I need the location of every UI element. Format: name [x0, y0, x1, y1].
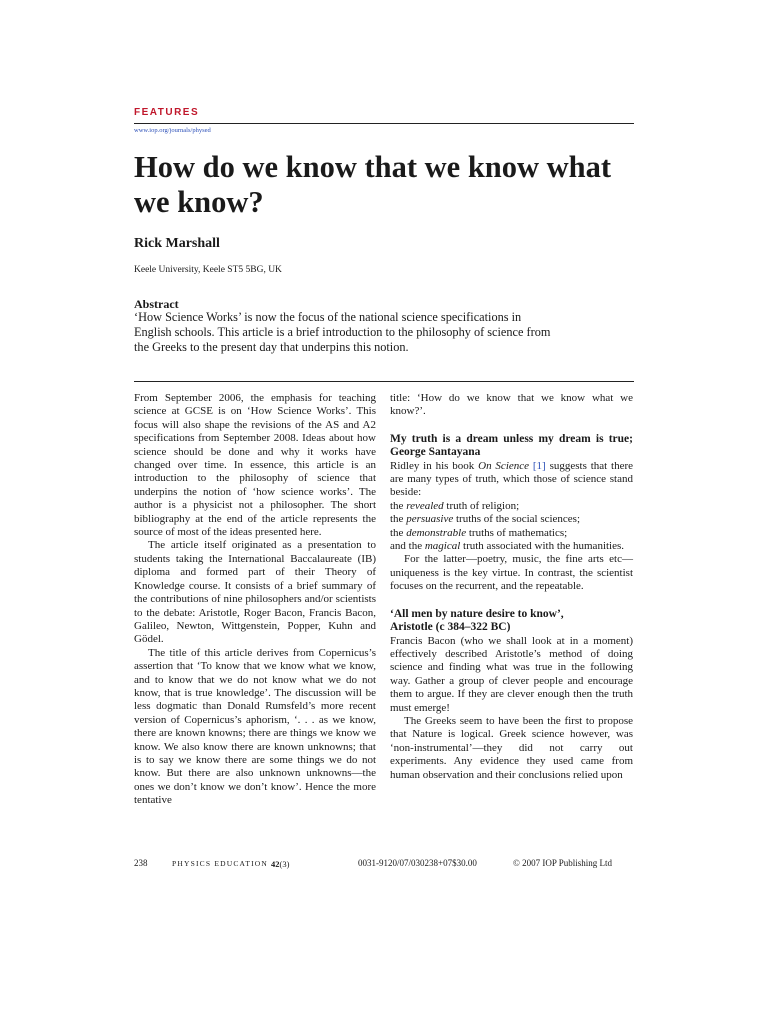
list-item — [390, 540, 633, 553]
body-paragraph: The Greeks seem to have been the first to propose that Nature is logical. Greek science however, was ‘non-instrumental’—they did not carry out experiments. Any evidence they used came from human observation and their conclusions relied upon — [390, 714, 633, 781]
section-label: FEATURES — [134, 107, 200, 118]
abstract-text: ‘How Science Works’ is now the focus of the national science specifications in English schools. This article is a brief introduction to the philosophy of science from the Greeks to the present day that underpins this notion. — [134, 310, 551, 354]
text-run: the — [390, 499, 404, 512]
emphasis: persuasive — [406, 513, 454, 526]
body-paragraph: title: ‘How do we know that we know what we know?’. — [390, 392, 633, 418]
emphasis: magical — [424, 540, 461, 553]
issue-number: (3) — [279, 859, 290, 869]
abstract-heading: Abstract — [134, 297, 179, 311]
journal-url-link[interactable]: www.iop.org/journals/physed — [134, 127, 211, 134]
reference-link[interactable]: [1] — [532, 459, 546, 472]
body-paragraph: Francis Bacon (who we shall look at in a moment) effectively described Aristotle’s method of doing science and finding what was true in the following way. Gather a group of clever people and encourage them to argue. If they are clever enough then the truth must emerge! — [390, 634, 633, 714]
list-item — [390, 500, 633, 513]
section-heading: ‘All men by nature desire to know’, — [390, 607, 564, 620]
text-run: the — [390, 526, 404, 539]
text-run: truth of religion; — [446, 499, 520, 512]
emphasis: demonstrable — [406, 526, 467, 539]
section-heading: My truth is a dream unless my dream is true; George Santayana — [390, 432, 633, 459]
volume-number: 42 — [271, 859, 280, 869]
list-item — [390, 513, 633, 526]
left-column — [134, 392, 376, 808]
body-paragraph: The title of this article derives from Copernicus’s assertion that ‘To know that we know what we know, and to know that we do not know what we do not know, that is true knowledge’. The discussion will be less dogmatic than Donald Rumsfeld’s more recent version of Copernicus’s aphorism, ‘. . . as we know, there are known knowns; there are things we know we know. We also know there are known unknowns; that is to say we know there are some things we do not know. But there are also unknown unknowns—the ones we don’t know we don’t know’. Hence the more tentative — [134, 646, 376, 807]
text-run: suggests that there are many types of truth, which those of science stand beside: — [390, 459, 634, 499]
text-run: Ridley in his book — [390, 459, 475, 472]
abstract-rule — [134, 381, 634, 382]
article-code: 0031-9120/07/030238+07$30.00 — [358, 858, 477, 868]
article-title: How do we know that we know what we know? — [134, 150, 612, 219]
text-run: truths of the social sciences; — [456, 513, 581, 526]
list-item — [390, 527, 633, 540]
text-run: truth associated with the humanities. — [463, 540, 625, 553]
author-name: Rick Marshall — [134, 236, 220, 251]
body-paragraph: The article itself originated as a presentation to students taking the International Baccalaureate (IB) diploma and formed part of their Theory of Knowledge course. It consists of a brief summary of the contributions of nine philosophers and/or scientists to the debate: Aristotle, Roger Bacon, Francis Bacon, Galileo, Newton, Wittgenstein, Popper, Kuhn and Gödel. — [134, 539, 376, 646]
journal-name: PHYSICS EDUCATION — [172, 859, 269, 868]
page-number: 238 — [134, 858, 148, 868]
journal-volume — [271, 859, 289, 869]
text-run: the — [390, 513, 404, 526]
book-title: On Science — [478, 459, 530, 472]
header-rule — [134, 123, 634, 124]
right-column — [390, 392, 633, 782]
text-run: and the — [390, 540, 423, 553]
body-paragraph: For the latter—poetry, music, the fine arts etc—uniqueness is the key virtue. In contrast, the scientist focuses on the recurrent, and the repeatable. — [390, 553, 633, 593]
body-paragraph: From September 2006, the emphasis for teaching science at GCSE is on ‘How Science Works’. This focus will also shape the revisions of the AS and A2 specifications from September 2008. Ideas about how science should be done and why it works have changed over time. In essence, this article is an introduction to the philosophy of science that underpins the notion of ‘how science works’. The author is a physicist not a philosopher. The short bibliography at the end of the article represents the source of most of the ideas presented here. — [134, 392, 376, 539]
author-affiliation: Keele University, Keele ST5 5BG, UK — [134, 265, 282, 275]
emphasis: revealed — [406, 499, 444, 512]
body-paragraph — [390, 460, 633, 500]
copyright-notice: © 2007 IOP Publishing Ltd — [513, 858, 613, 868]
text-run: truths of mathematics; — [468, 526, 568, 539]
section-heading: Aristotle (c 384–322 BC) — [390, 621, 511, 634]
